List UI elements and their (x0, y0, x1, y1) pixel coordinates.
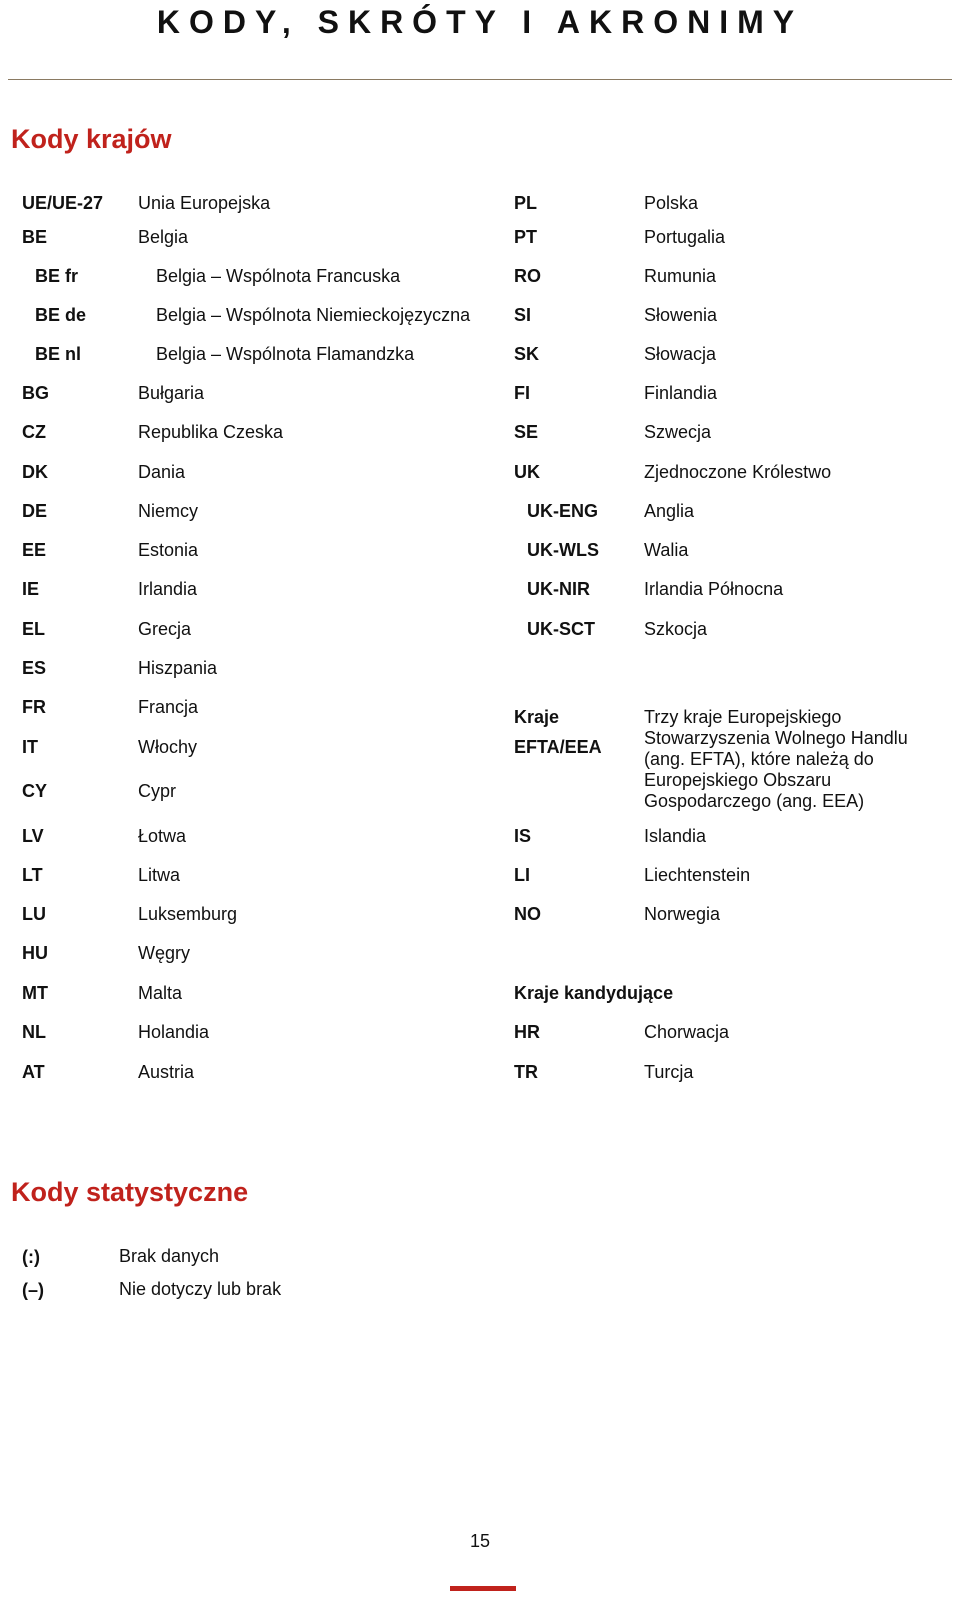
country-name: Finlandia (644, 383, 718, 403)
country-name: Irlandia (138, 579, 198, 599)
country-code: LI (514, 865, 530, 885)
country-name: Węgry (138, 943, 191, 963)
country-code: PT (514, 227, 538, 247)
efta-label-line2: EFTA/EEA (514, 737, 602, 757)
country-name: Luksemburg (138, 904, 238, 924)
country-name: Włochy (138, 737, 198, 757)
country-name: Niemcy (138, 501, 199, 521)
section-heading-statistical-codes: Kody statystyczne (11, 1177, 249, 1207)
country-code: FR (22, 697, 46, 717)
country-name: Dania (138, 462, 186, 482)
country-name: Austria (138, 1062, 195, 1082)
stat-description: Brak danych (119, 1246, 220, 1266)
country-code: DE (22, 501, 48, 521)
page-number-accent-bar (450, 1586, 516, 1591)
country-name: Belgia (138, 227, 189, 247)
country-name: Unia Europejska (138, 193, 271, 213)
country-code: CZ (22, 422, 46, 442)
country-name: Zjednoczone Królestwo (644, 462, 832, 482)
country-code: DK (22, 462, 48, 482)
country-code: BG (22, 383, 49, 403)
country-name: Szwecja (644, 422, 712, 442)
country-name: Holandia (138, 1022, 210, 1042)
country-code: MT (22, 983, 48, 1003)
country-code: BE de (35, 305, 87, 325)
country-name: Słowenia (644, 305, 718, 325)
country-name: Walia (644, 540, 689, 560)
country-code: BE fr (35, 266, 79, 286)
country-code: IT (22, 737, 38, 757)
stat-code: (:) (22, 1247, 40, 1267)
country-name: Malta (138, 983, 183, 1003)
country-code: ES (22, 658, 47, 678)
country-code: HR (514, 1022, 540, 1042)
country-name: Belgia – Wspólnota Francuska (156, 266, 401, 286)
country-code: LU (22, 904, 46, 924)
country-code: EL (22, 619, 46, 639)
efta-label-line1: Kraje (514, 707, 560, 727)
country-code: BE (22, 227, 48, 247)
country-name: Norwegia (644, 904, 721, 924)
country-code: IS (514, 826, 532, 846)
country-name: Islandia (644, 826, 707, 846)
efta-description: Trzy kraje Europejskiego Stowarzyszenia Wolnego Handlu (ang. EFTA), które należą do Europejskiego Obszaru Gospodarczego (ang. EEA) (644, 707, 908, 811)
country-code: UE/UE-27 (22, 193, 104, 213)
country-code: LT (22, 865, 43, 885)
country-code: IE (22, 579, 40, 599)
country-code: HU (22, 943, 48, 963)
country-name: Bułgaria (138, 383, 205, 403)
country-name: Turcja (644, 1062, 694, 1082)
country-name: Słowacja (644, 344, 717, 364)
country-name: Rumunia (644, 266, 717, 286)
candidates-label: Kraje kandydujące (514, 983, 674, 1003)
section-heading-country-codes: Kody krajów (11, 124, 172, 154)
country-code: UK-WLS (527, 540, 599, 560)
country-code: RO (514, 266, 541, 286)
country-code: SI (514, 305, 532, 325)
country-code: AT (22, 1062, 45, 1082)
page-number: 15 (469, 1531, 491, 1551)
stat-code: (–) (22, 1280, 44, 1300)
country-name: Polska (644, 193, 699, 213)
country-name: Chorwacja (644, 1022, 730, 1042)
country-code: SK (514, 344, 540, 364)
country-name: Belgia – Wspólnota Niemieckojęzyczna (156, 305, 471, 325)
country-name: Francja (138, 697, 199, 717)
country-code: FI (514, 383, 530, 403)
page-title: KODY, SKRÓTY I AKRONIMY (156, 4, 804, 40)
country-code: UK (514, 462, 540, 482)
country-code: EE (22, 540, 47, 560)
country-code: NL (22, 1022, 46, 1042)
stat-description: Nie dotyczy lub brak (119, 1279, 282, 1299)
country-code: UK-ENG (527, 501, 598, 521)
country-name: Szkocja (644, 619, 708, 639)
title-divider (8, 79, 952, 80)
country-code: UK-NIR (527, 579, 590, 599)
country-code: SE (514, 422, 539, 442)
country-name: Grecja (138, 619, 192, 639)
country-name: Hiszpania (138, 658, 218, 678)
country-name: Łotwa (138, 826, 187, 846)
country-name: Irlandia Północna (644, 579, 784, 599)
country-name: Cypr (138, 781, 177, 801)
country-name: Portugalia (644, 227, 726, 247)
country-name: Liechtenstein (644, 865, 751, 885)
country-name: Anglia (644, 501, 695, 521)
country-code: TR (514, 1062, 538, 1082)
country-code: PL (514, 193, 538, 213)
country-code: LV (22, 826, 44, 846)
country-name: Litwa (138, 865, 181, 885)
country-code: BE nl (35, 344, 82, 364)
country-code: NO (514, 904, 541, 924)
country-code: UK-SCT (527, 619, 595, 639)
country-name: Estonia (138, 540, 199, 560)
country-code: CY (22, 781, 48, 801)
country-name: Republika Czeska (138, 422, 284, 442)
country-name: Belgia – Wspólnota Flamandzka (156, 344, 415, 364)
